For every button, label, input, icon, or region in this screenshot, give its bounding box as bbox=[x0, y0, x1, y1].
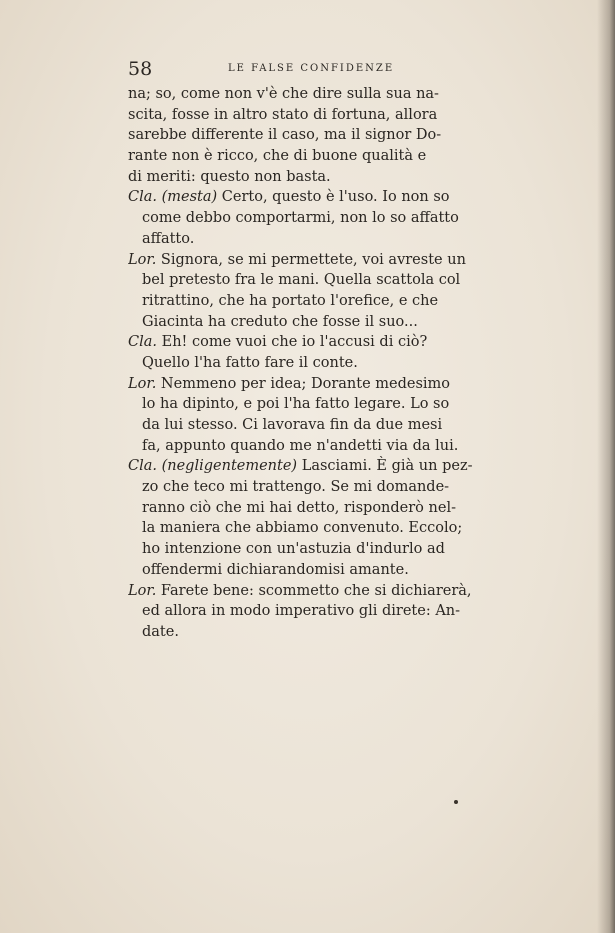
text-line bbox=[128, 105, 548, 126]
text-line bbox=[128, 601, 548, 622]
line-text: date. bbox=[142, 623, 179, 640]
text-line bbox=[128, 250, 548, 271]
text-line bbox=[128, 187, 548, 208]
text-line bbox=[128, 498, 548, 519]
speaker-label: Lor. bbox=[128, 375, 157, 392]
text-line bbox=[128, 539, 548, 560]
text-line bbox=[128, 84, 548, 105]
text-line bbox=[128, 581, 548, 602]
text-line bbox=[128, 270, 548, 291]
line-text: Nemmeno per idea; Dorante medesimo bbox=[160, 375, 451, 392]
line-text: zo che teco mi trattengo. Se mi domande- bbox=[142, 479, 450, 496]
speaker-label: Cla. bbox=[128, 334, 157, 351]
running-head: LE FALSE CONFIDENZE bbox=[228, 63, 395, 74]
text-line bbox=[128, 622, 548, 643]
dialogue-text bbox=[128, 84, 548, 643]
line-text: Certo, questo è l'uso. Io non so bbox=[221, 189, 450, 206]
line-text: Giacinta ha creduto che fosse il suo... bbox=[142, 313, 418, 330]
text-line bbox=[128, 208, 548, 229]
text-line bbox=[128, 312, 548, 333]
line-text: di meriti: questo non basta. bbox=[128, 168, 331, 185]
line-text: lo ha dipinto, e poi l'ha fatto legare. Lo so bbox=[142, 396, 450, 413]
text-line bbox=[128, 436, 548, 457]
line-text: Quello l'ha fatto fare il conte. bbox=[142, 354, 358, 371]
text-line bbox=[128, 167, 548, 188]
line-text: ritrattino, che ha portato l'orefice, e che bbox=[142, 292, 439, 309]
line-text: scita, fosse in altro stato di fortuna, allora bbox=[128, 106, 438, 123]
text-line bbox=[128, 146, 548, 167]
stage-direction: (mesta) bbox=[161, 189, 218, 206]
text-line bbox=[128, 229, 548, 250]
line-text: ed allora in modo imperativo gli direte: An- bbox=[142, 603, 461, 620]
spine-shadow bbox=[597, 0, 615, 933]
text-line bbox=[128, 332, 548, 353]
ink-speck bbox=[454, 800, 458, 804]
speaker-label: Cla. bbox=[128, 189, 157, 206]
line-text: offendermi dichiarandomisi amante. bbox=[142, 561, 409, 578]
line-text: rante non è ricco, che di buone qualità e bbox=[128, 148, 427, 165]
text-line bbox=[128, 374, 548, 395]
speaker-label: Lor. bbox=[128, 251, 157, 268]
line-text: Farete bene: scommetto che si dichiarerà, bbox=[160, 582, 472, 599]
line-text: la maniera che abbiamo convenuto. Eccolo; bbox=[142, 520, 463, 537]
text-line bbox=[128, 518, 548, 539]
text-line bbox=[128, 125, 548, 146]
line-text: ranno ciò che mi hai detto, risponderò nel- bbox=[142, 499, 456, 516]
text-line bbox=[128, 456, 548, 477]
line-text: ho intenzione con un'astuzia d'indurlo ad bbox=[142, 541, 445, 558]
text-line bbox=[128, 477, 548, 498]
speaker-label: Lor. bbox=[128, 582, 157, 599]
line-text: Eh! come vuoi che io l'accusi di ciò? bbox=[161, 334, 428, 351]
text-line bbox=[128, 415, 548, 436]
line-text: na; so, come non v'è che dire sulla sua na- bbox=[128, 86, 439, 102]
line-text: come debbo comportarmi, non lo so affatto bbox=[142, 210, 459, 227]
line-text: bel pretesto fra le mani. Quella scattola col bbox=[142, 272, 461, 289]
speaker-label: Cla. bbox=[128, 458, 157, 475]
text-line bbox=[128, 353, 548, 374]
page-number: 58 bbox=[128, 58, 153, 80]
text-line bbox=[128, 291, 548, 312]
line-text: fa, appunto quando me n'andetti via da lui. bbox=[142, 437, 459, 454]
stage-direction: (negligentemente) bbox=[161, 458, 298, 475]
line-text: affatto. bbox=[142, 230, 195, 247]
text-line bbox=[128, 560, 548, 581]
line-text: Signora, se mi permettete, voi avreste un bbox=[160, 251, 466, 268]
line-text: da lui stesso. Ci lavorava fin da due mesi bbox=[142, 417, 443, 433]
line-text: sarebbe differente il caso, ma il signor Do- bbox=[128, 127, 442, 144]
text-line bbox=[128, 394, 548, 415]
page-header bbox=[128, 58, 548, 80]
line-text: Lasciami. È già un pez- bbox=[301, 458, 473, 475]
